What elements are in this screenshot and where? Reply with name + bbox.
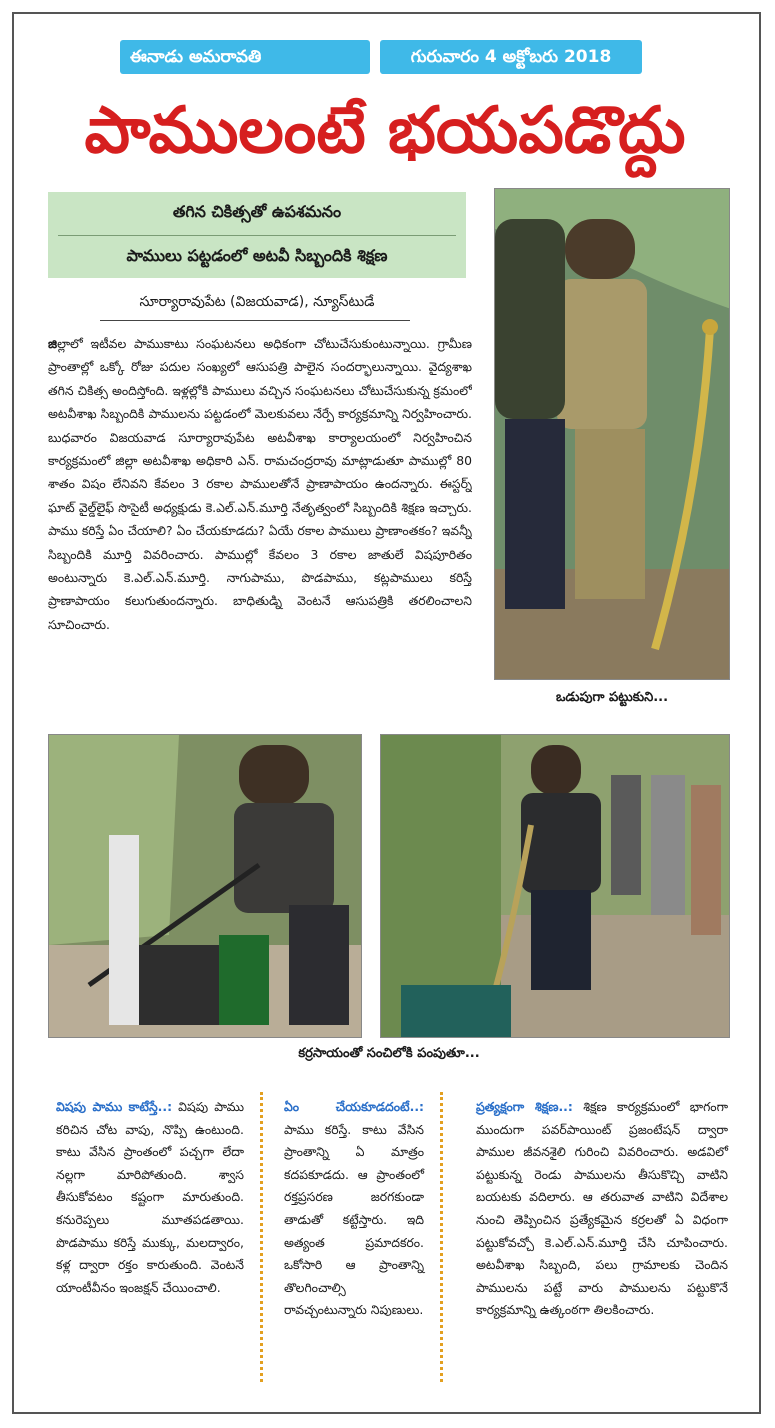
- column-venomous-bite: [56, 1096, 244, 1299]
- column-1-text: విషపు పాము కరిచిన చోట వాపు, నొప్పి ఉంటుంది. కాటు వేసిన ప్రాంతంలో పచ్చగా లేదా నల్లగా మారిపోతుంది. శ్వాస తీసుకోవటం కష్టంగా మారుతుంది. కనురెప్పలు మూతపడతాయి. పొడపాము కరిస్తే ముక్కు, మలద్వారం, కళ్ల ద్వారా రక్తం కారుతుంది. వెంటనే యాంటీవీనం ఇంజక్షన్ చేయించాలి.: [56, 1099, 244, 1295]
- column-3-heading: ప్రత్యక్షంగా శిక్షణ..:: [476, 1099, 573, 1114]
- subheading-1: తగిన చికిత్సతో ఉపశమనం: [172, 202, 342, 221]
- publication-date-badge: గురువారం 4 అక్టోబరు 2018: [380, 40, 642, 74]
- subheading-2: పాములు పట్టడంలో అటవీ సిబ్బందికి శిక్షణ: [126, 246, 388, 265]
- column-3-text: శిక్షణ కార్యక్రమంలో భాగంగా ముందుగా పవర్‌పాయింట్ ప్రజంటేషన్ ద్వారా పాముల జీవనశైలి గురించి వివరించారు. అడవిలో పట్టుకున్న రెండు పాములను తీసుకొచ్చి వాటిని బయటకు వదిలారు. ఆ తరువాత వాటిని విదేశాల నుంచి తెప్పించిన ప్రత్యేకమైన కర్రలతో ఏ విధంగా పట్టుకోవచ్చో కె.ఎల్.ఎన్.మూర్తి చేసి చూపించారు. అటవీశాఖ సిబ్బంది, పలు గ్రామాలకు చెందిన పాములను పట్టే వారు పాములను పట్టుకొనే కార్యక్రమాన్ని ఉత్కంఠగా తిలకించారు.: [476, 1099, 728, 1318]
- subheading-divider: [58, 235, 456, 236]
- subheading-box: [48, 192, 466, 278]
- article-body: [48, 332, 472, 724]
- column-2-heading: ఏం చేయకూడదంటే..:: [284, 1099, 424, 1114]
- newspaper-name-badge: ఈనాడు అమరావతి: [120, 40, 370, 74]
- body-paragraph: ల్లాలో ఇటీవల పాముకాటు సంఘటనలు అధికంగా చోటుచేసుకుంటున్నాయి. గ్రామీణ ప్రాంతాల్లో ఒక్కో రోజు పదుల సంఖ్యలో ఆసుపత్రి పాలైన సందర్భాలున్నాయి. వైద్యశాఖ తగిన చికిత్స అందిస్తోంది. ఇళ్లల్లోకి పాములు వచ్చిన సంఘటనలు చోటుచేసుకున్న క్రమంలో అటవీశాఖ సిబ్బందికి పాములను పట్టడంలో మెలకువలు నేర్పే కార్యక్రమాన్ని నిర్వహించారు. బుధవారం విజయవాడ సూర్యారావుపేట అటవీశాఖ కార్యాలయంలో నిర్వహించిన కార్యక్రమంలో జిల్లా అటవీశాఖ అధికారి ఎన్. రామచంద్రరావు మాట్లాడుతూ పాముల్లో 80 శాతం విషం లేనివని కేవలం 3 రకాల పాములతోనే ప్రాణాపాయం ఉందన్నారు. ఈస్టర్న్ ఘాట్ వైల్డ్‌లైఫ్ సొసైటీ అధ్యక్షుడు కె.ఎల్.ఎన్.మూర్తి నేతృత్వంలో సిబ్బందికి శిక్షణ ఇచ్చారు. పాము కరిస్తే ఏం చేయాలి? ఏం చేయకూడదు? ఏయే రకాల పాములు ప్రాణాంతకం? ఇవన్నీ సిబ్బందికి మూర్తి వివరించారు. పాముల్లో కేవలం 3 రకాల జాతులే విషపూరితం అంటున్నారు కె.ఎల్.ఎన్.మూర్తి. నాగుపాము, పొడపాము, కట్లపాములు కరిస్తే ప్రాణాపాయం కలుగుతుందన్నారు. బాధితుడ్ని వెంటనే ఆసుపత్రికి తరలించాలని సూచించారు.: [48, 336, 472, 632]
- column-what-not-to-do: [284, 1096, 424, 1322]
- photo-snake-into-bag: [48, 734, 362, 1038]
- headline: పాములంటే భయపడొద్దు: [84, 93, 686, 168]
- photo-snake-demonstration: [380, 734, 730, 1038]
- body-dropcap: జి: [48, 336, 58, 351]
- column-live-training: [476, 1096, 728, 1322]
- photo-officer-holding-snake: [494, 188, 730, 680]
- column-divider-2: [440, 1092, 443, 1382]
- dateline: సూర్యారావుపేట (విజయవాడ), న్యూస్‌టుడే: [139, 294, 375, 310]
- caption-bottom-photos: కర్రసాయంతో సంచిలోకి పంపుతూ...: [298, 1046, 480, 1061]
- column-2-text: పాము కరిస్తే. కాటు వేసిన ప్రాంతాన్ని ఏ మాత్రం కదపకూడదు. ఆ ప్రాంతంలో రక్తప్రసరణ జరగకుండా తాడుతో కట్టేస్తారు. ఇది అత్యంత ప్రమాదకరం. ఒకోసారి ఆ ప్రాంతాన్ని తొలగించాల్సి రావచ్చంటున్నారు నిపుణులు.: [284, 1121, 424, 1318]
- dateline-rule: [100, 320, 410, 321]
- caption-top-photo: ఒడుపుగా పట్టుకుని...: [555, 690, 669, 705]
- column-divider-1: [260, 1092, 263, 1382]
- column-1-heading: విషపు పాము కాటేస్తే..:: [56, 1099, 173, 1114]
